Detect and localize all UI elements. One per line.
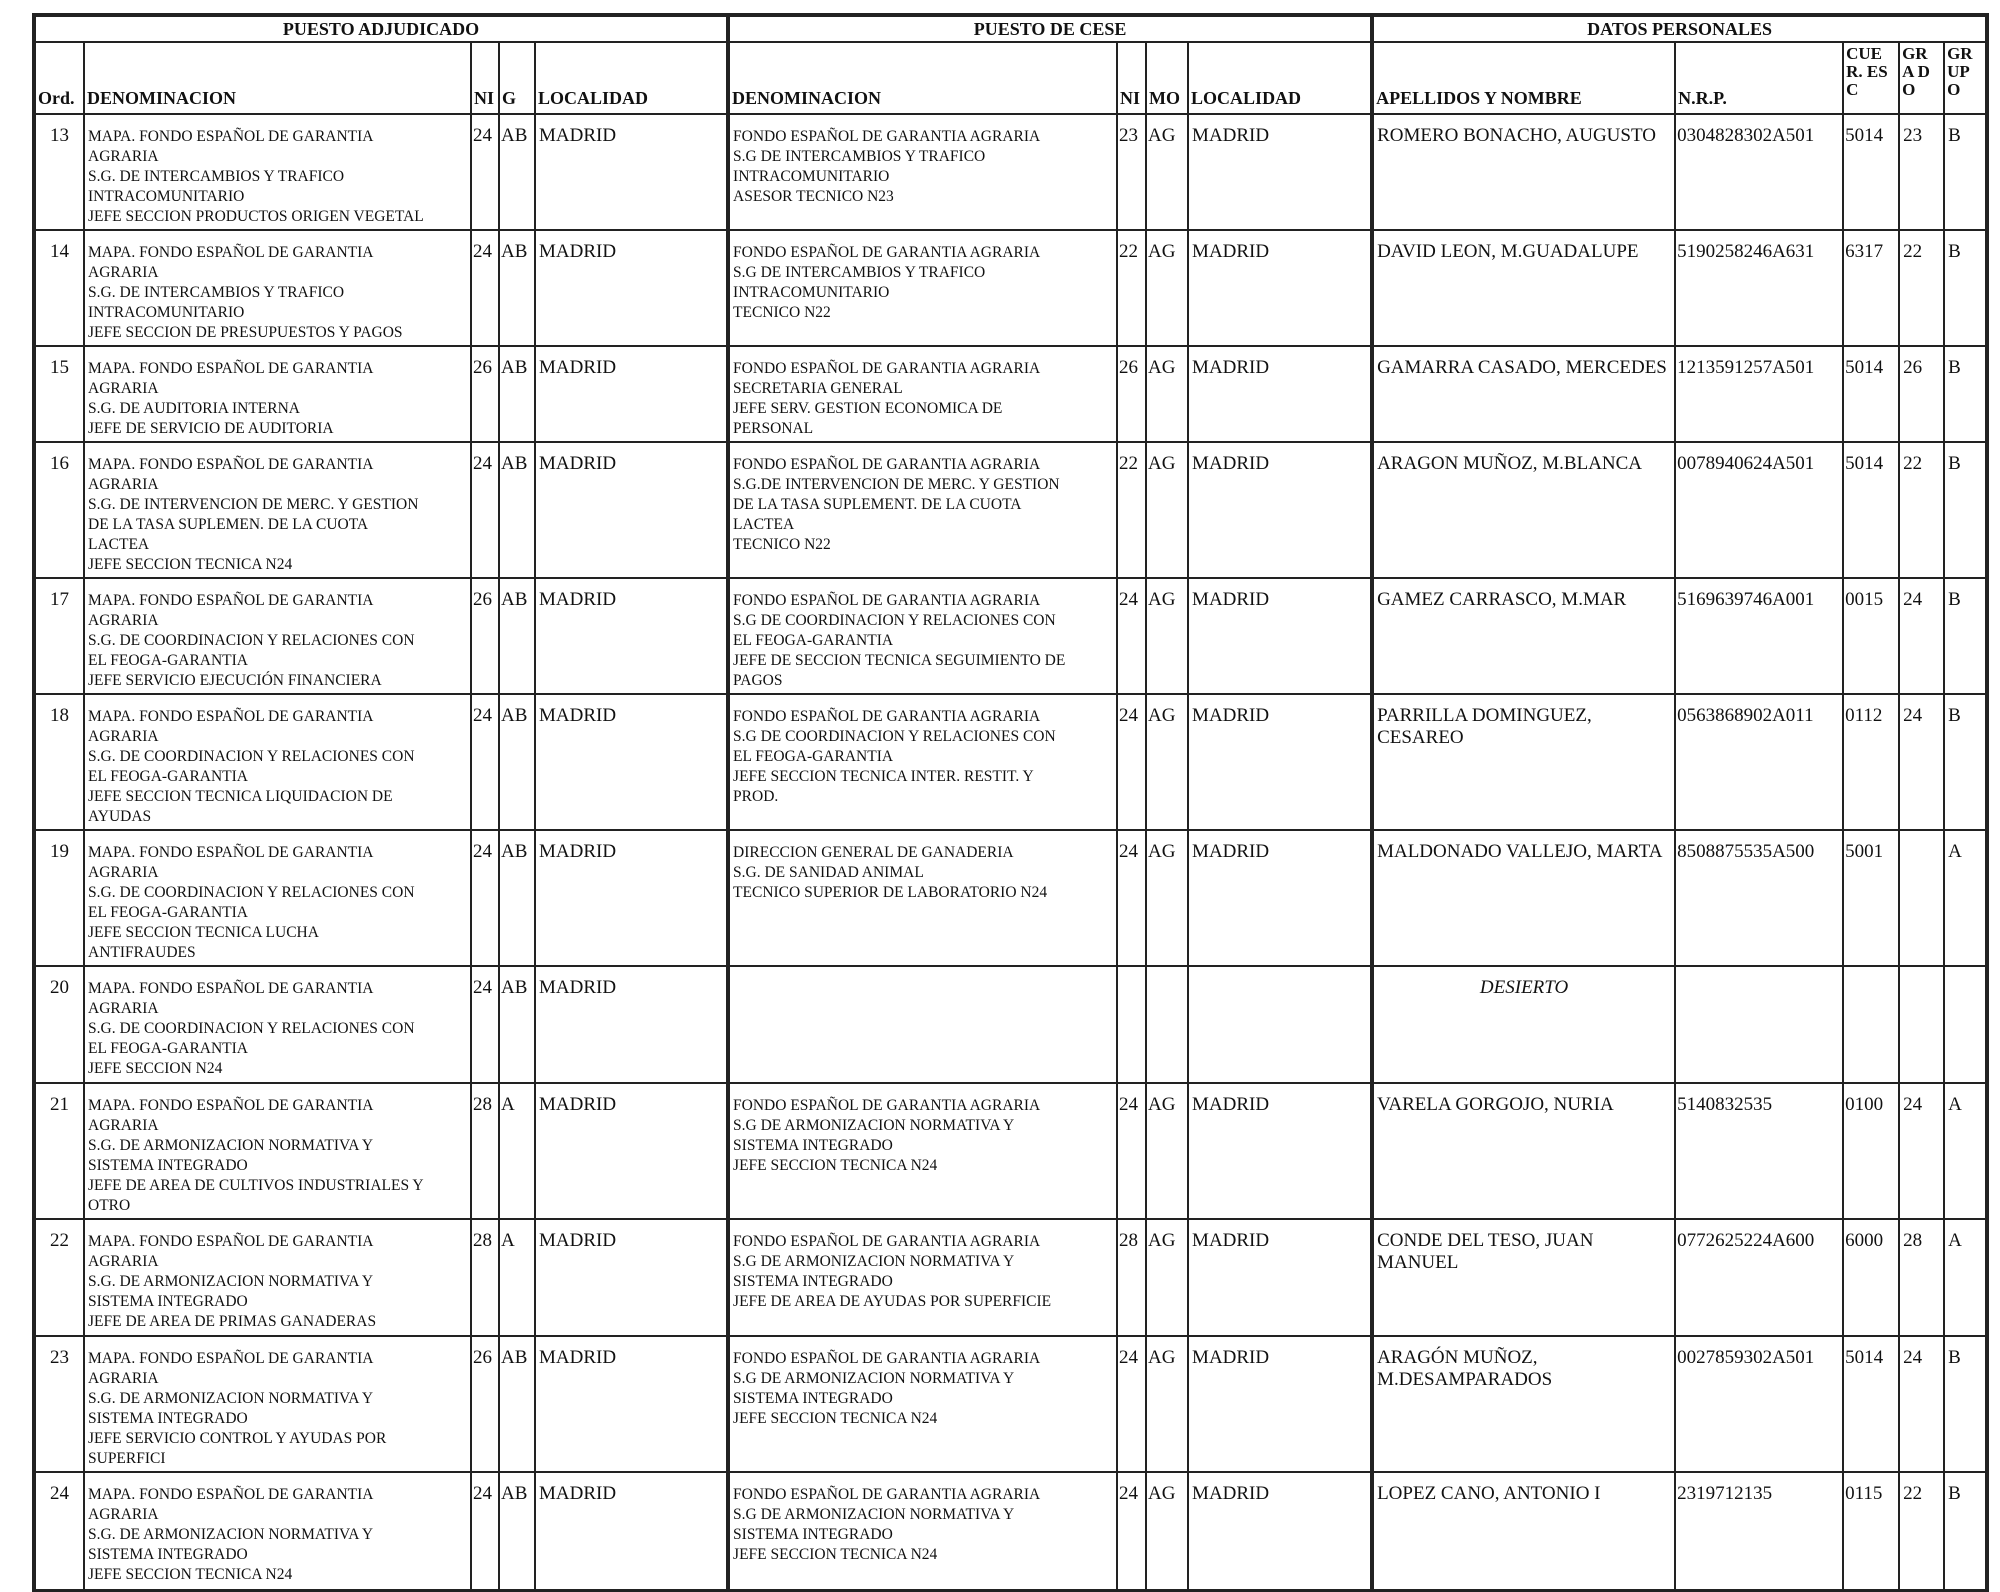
col-adj-localidad: LOCALIDAD	[535, 42, 728, 114]
cell-ord: 14	[34, 230, 84, 346]
cell-nrp	[1675, 966, 1843, 1083]
cell-adj-denominacion: MAPA. FONDO ESPAÑOL DE GARANTIA AGRARIA S.G. DE ARMONIZACION NORMATIVA Y SISTEMA INTEGRADO JEFE SERVICIO CONTROL Y AYUDAS POR SUPERFICI	[84, 1336, 471, 1472]
cell-adj-ni: 26	[471, 1336, 499, 1472]
cell-grupo: A	[1944, 1083, 1987, 1219]
cell-cese-localidad: MADRID	[1188, 1472, 1372, 1590]
cell-cese-localidad	[1188, 966, 1372, 1083]
cell-cese-localidad: MADRID	[1188, 230, 1372, 346]
cell-adj-localidad: MADRID	[535, 1083, 728, 1219]
cell-cese-localidad: MADRID	[1188, 442, 1372, 578]
table-row	[34, 442, 1987, 578]
cell-grado: 24	[1899, 1083, 1944, 1219]
col-cese-ni: NI	[1117, 42, 1146, 114]
table-row	[34, 1083, 1987, 1219]
cell-ord: 17	[34, 578, 84, 694]
cell-adj-ni: 28	[471, 1219, 499, 1336]
group-puesto-adjudicado: PUESTO ADJUDICADO	[34, 15, 728, 42]
cell-cese-localidad: MADRID	[1188, 1336, 1372, 1472]
cell-nrp: 0563868902A011	[1675, 694, 1843, 830]
col-cese-denominacion: DENOMINACION	[728, 42, 1117, 114]
cell-cuerpo: 0100	[1843, 1083, 1899, 1219]
col-grado: GR A DO	[1899, 42, 1944, 114]
cell-nrp: 5190258246A631	[1675, 230, 1843, 346]
cell-apellidos-nombre: DAVID LEON, M.GUADALUPE	[1372, 230, 1675, 346]
cell-adj-g: A	[499, 1083, 535, 1219]
cell-adj-ni: 24	[471, 230, 499, 346]
cell-ord: 22	[34, 1219, 84, 1336]
cell-grupo: B	[1944, 230, 1987, 346]
cell-ord: 15	[34, 346, 84, 442]
cell-adj-localidad: MADRID	[535, 230, 728, 346]
cell-cese-denominacion: FONDO ESPAÑOL DE GARANTIA AGRARIA S.G DE COORDINACION Y RELACIONES CON EL FEOGA-GARANTIA JEFE DE SECCION TECNICA SEGUIMIENTO DE PAGOS	[728, 578, 1117, 694]
cell-cese-localidad: MADRID	[1188, 694, 1372, 830]
group-puesto-de-cese: PUESTO DE CESE	[728, 15, 1372, 42]
col-cese-localidad: LOCALIDAD	[1188, 42, 1372, 114]
cell-cese-localidad: MADRID	[1188, 830, 1372, 966]
group-datos-personales: DATOS PERSONALES	[1372, 15, 1987, 42]
cell-nrp: 0027859302A501	[1675, 1336, 1843, 1472]
cell-cuerpo	[1843, 966, 1899, 1083]
table-row	[34, 694, 1987, 830]
cell-adj-denominacion: MAPA. FONDO ESPAÑOL DE GARANTIA AGRARIA S.G. DE COORDINACION Y RELACIONES CON EL FEOGA-GARANTIA JEFE SECCION TECNICA LUCHA ANTIFRAUDES	[84, 830, 471, 966]
cell-adj-g: AB	[499, 230, 535, 346]
cell-adj-g: AB	[499, 346, 535, 442]
cell-adj-g: AB	[499, 1472, 535, 1590]
table-row	[34, 578, 1987, 694]
cell-grupo: B	[1944, 578, 1987, 694]
cell-cese-localidad: MADRID	[1188, 114, 1372, 230]
cell-cese-denominacion: FONDO ESPAÑOL DE GARANTIA AGRARIA S.G DE ARMONIZACION NORMATIVA Y SISTEMA INTEGRADO JEFE SECCION TECNICA N24	[728, 1083, 1117, 1219]
cell-ord: 18	[34, 694, 84, 830]
cell-nrp: 1213591257A501	[1675, 346, 1843, 442]
cell-adj-denominacion: MAPA. FONDO ESPAÑOL DE GARANTIA AGRARIA S.G. DE INTERVENCION DE MERC. Y GESTION DE LA TASA SUPLEMEN. DE LA CUOTA LACTEA JEFE SECCION TECNICA N24	[84, 442, 471, 578]
cell-cuerpo: 5014	[1843, 442, 1899, 578]
cell-grado: 22	[1899, 442, 1944, 578]
cell-adj-g: AB	[499, 830, 535, 966]
cell-ord: 23	[34, 1336, 84, 1472]
cell-adj-g: AB	[499, 1336, 535, 1472]
col-adj-g: G	[499, 42, 535, 114]
cell-nrp: 0304828302A501	[1675, 114, 1843, 230]
cell-cese-denominacion: FONDO ESPAÑOL DE GARANTIA AGRARIA SECRETARIA GENERAL JEFE SERV. GESTION ECONOMICA DE PERSONAL	[728, 346, 1117, 442]
column-header-row	[34, 42, 1987, 114]
col-nrp: N.R.P.	[1675, 42, 1843, 114]
cell-cese-denominacion: FONDO ESPAÑOL DE GARANTIA AGRARIA S.G DE INTERCAMBIOS Y TRAFICO INTRACOMUNITARIO ASESOR TECNICO N23	[728, 114, 1117, 230]
cell-adj-localidad: MADRID	[535, 1336, 728, 1472]
cell-cese-ni: 24	[1117, 1083, 1146, 1219]
cell-cese-ni: 28	[1117, 1219, 1146, 1336]
cell-cese-localidad: MADRID	[1188, 346, 1372, 442]
cell-apellidos-nombre: LOPEZ CANO, ANTONIO I	[1372, 1472, 1675, 1590]
cell-cese-denominacion: FONDO ESPAÑOL DE GARANTIA AGRARIA S.G.DE INTERVENCION DE MERC. Y GESTION DE LA TASA SUPLEMENT. DE LA CUOTA LACTEA TECNICO N22	[728, 442, 1117, 578]
cell-adj-denominacion: MAPA. FONDO ESPAÑOL DE GARANTIA AGRARIA S.G. DE AUDITORIA INTERNA JEFE DE SERVICIO DE AUDITORIA	[84, 346, 471, 442]
cell-cese-ni: 24	[1117, 1336, 1146, 1472]
cell-cese-denominacion: FONDO ESPAÑOL DE GARANTIA AGRARIA S.G DE ARMONIZACION NORMATIVA Y SISTEMA INTEGRADO JEFE DE AREA DE AYUDAS POR SUPERFICIE	[728, 1219, 1117, 1336]
cell-cuerpo: 5014	[1843, 1336, 1899, 1472]
cell-grado: 24	[1899, 578, 1944, 694]
cell-apellidos-nombre: GAMARRA CASADO, MERCEDES	[1372, 346, 1675, 442]
cell-grupo: A	[1944, 830, 1987, 966]
cell-cese-ni: 23	[1117, 114, 1146, 230]
cell-apellidos-nombre: ROMERO BONACHO, AUGUSTO	[1372, 114, 1675, 230]
cell-adj-g: AB	[499, 966, 535, 1083]
table-row	[34, 1472, 1987, 1590]
cell-nrp: 5140832535	[1675, 1083, 1843, 1219]
cell-adj-ni: 26	[471, 346, 499, 442]
cell-apellidos-nombre: ARAGON MUÑOZ, M.BLANCA	[1372, 442, 1675, 578]
cell-apellidos-nombre: GAMEZ CARRASCO, M.MAR	[1372, 578, 1675, 694]
cell-nrp: 5169639746A001	[1675, 578, 1843, 694]
cell-adj-ni: 28	[471, 1083, 499, 1219]
cell-grupo: B	[1944, 1336, 1987, 1472]
cell-nrp: 2319712135	[1675, 1472, 1843, 1590]
cell-cuerpo: 5014	[1843, 114, 1899, 230]
cell-adj-ni: 24	[471, 830, 499, 966]
col-cuerpo: CUER. ESC	[1843, 42, 1899, 114]
cell-cese-mo: AG	[1146, 230, 1188, 346]
cell-apellidos-nombre: ARAGÓN MUÑOZ, M.DESAMPARADOS	[1372, 1336, 1675, 1472]
cell-grado: 24	[1899, 694, 1944, 830]
cell-adj-g: AB	[499, 114, 535, 230]
cell-cese-denominacion: FONDO ESPAÑOL DE GARANTIA AGRARIA S.G DE COORDINACION Y RELACIONES CON EL FEOGA-GARANTIA JEFE SECCION TECNICA INTER. RESTIT. Y PROD.	[728, 694, 1117, 830]
table-row	[34, 1219, 1987, 1336]
cell-apellidos-nombre: MALDONADO VALLEJO, MARTA	[1372, 830, 1675, 966]
table-row	[34, 1336, 1987, 1472]
col-ord: Ord.	[34, 42, 84, 114]
cell-grupo: B	[1944, 694, 1987, 830]
cell-grupo: B	[1944, 114, 1987, 230]
cell-cuerpo: 6000	[1843, 1219, 1899, 1336]
cell-apellidos-nombre: PARRILLA DOMINGUEZ, CESAREO	[1372, 694, 1675, 830]
cell-adj-denominacion: MAPA. FONDO ESPAÑOL DE GARANTIA AGRARIA S.G. DE COORDINACION Y RELACIONES CON EL FEOGA-GARANTIA JEFE SECCION TECNICA LIQUIDACION DE AYUDAS	[84, 694, 471, 830]
cell-cese-mo	[1146, 966, 1188, 1083]
cell-grado: 22	[1899, 230, 1944, 346]
cell-ord: 20	[34, 966, 84, 1083]
cell-adj-denominacion: MAPA. FONDO ESPAÑOL DE GARANTIA AGRARIA S.G. DE ARMONIZACION NORMATIVA Y SISTEMA INTEGRADO JEFE DE AREA DE PRIMAS GANADERAS	[84, 1219, 471, 1336]
cell-cese-mo: AG	[1146, 1336, 1188, 1472]
cell-adj-denominacion: MAPA. FONDO ESPAÑOL DE GARANTIA AGRARIA S.G. DE INTERCAMBIOS Y TRAFICO INTRACOMUNITARIO JEFE SECCION DE PRESUPUESTOS Y PAGOS	[84, 230, 471, 346]
cell-adj-g: AB	[499, 578, 535, 694]
cell-adj-localidad: MADRID	[535, 346, 728, 442]
cell-grupo: B	[1944, 346, 1987, 442]
cell-adj-denominacion: MAPA. FONDO ESPAÑOL DE GARANTIA AGRARIA S.G. DE COORDINACION Y RELACIONES CON EL FEOGA-GARANTIA JEFE SERVICIO EJECUCIÓN FINANCIERA	[84, 578, 471, 694]
cell-cuerpo: 5001	[1843, 830, 1899, 966]
cell-cese-denominacion: DIRECCION GENERAL DE GANADERIA S.G. DE SANIDAD ANIMAL TECNICO SUPERIOR DE LABORATORIO N24	[728, 830, 1117, 966]
cell-cese-localidad: MADRID	[1188, 578, 1372, 694]
table-row	[34, 966, 1987, 1083]
cell-grado: 22	[1899, 1472, 1944, 1590]
table-row	[34, 114, 1987, 230]
cell-adj-localidad: MADRID	[535, 442, 728, 578]
cell-cese-mo: AG	[1146, 114, 1188, 230]
adjudication-table	[32, 13, 1989, 1592]
cell-nrp: 8508875535A500	[1675, 830, 1843, 966]
cell-cese-ni: 24	[1117, 830, 1146, 966]
cell-cuerpo: 5014	[1843, 346, 1899, 442]
cell-cese-localidad: MADRID	[1188, 1219, 1372, 1336]
cell-adj-g: AB	[499, 442, 535, 578]
cell-apellidos-nombre: VARELA GORGOJO, NURIA	[1372, 1083, 1675, 1219]
cell-cuerpo: 0112	[1843, 694, 1899, 830]
cell-adj-g: AB	[499, 694, 535, 830]
table-row	[34, 830, 1987, 966]
cell-cese-mo: AG	[1146, 1472, 1188, 1590]
cell-grupo: A	[1944, 1219, 1987, 1336]
cell-cese-ni: 26	[1117, 346, 1146, 442]
cell-adj-denominacion: MAPA. FONDO ESPAÑOL DE GARANTIA AGRARIA S.G. DE ARMONIZACION NORMATIVA Y SISTEMA INTEGRADO JEFE DE AREA DE CULTIVOS INDUSTRIALES Y OTRO	[84, 1083, 471, 1219]
cell-cese-denominacion: FONDO ESPAÑOL DE GARANTIA AGRARIA S.G DE INTERCAMBIOS Y TRAFICO INTRACOMUNITARIO TECNICO N22	[728, 230, 1117, 346]
cell-cese-mo: AG	[1146, 346, 1188, 442]
col-adj-ni: NI	[471, 42, 499, 114]
cell-adj-ni: 24	[471, 966, 499, 1083]
cell-grado	[1899, 830, 1944, 966]
cell-cese-localidad: MADRID	[1188, 1083, 1372, 1219]
cell-adj-localidad: MADRID	[535, 1472, 728, 1590]
col-cese-mo: MO	[1146, 42, 1188, 114]
cell-cuerpo: 0115	[1843, 1472, 1899, 1590]
cell-nrp: 0772625224A600	[1675, 1219, 1843, 1336]
cell-cese-ni: 24	[1117, 578, 1146, 694]
cell-cese-mo: AG	[1146, 442, 1188, 578]
cell-cese-denominacion: FONDO ESPAÑOL DE GARANTIA AGRARIA S.G DE ARMONIZACION NORMATIVA Y SISTEMA INTEGRADO JEFE SECCION TECNICA N24	[728, 1336, 1117, 1472]
table-body	[34, 114, 1987, 1590]
cell-grado: 23	[1899, 114, 1944, 230]
col-grupo: GR UP O	[1944, 42, 1987, 114]
cell-adj-localidad: MADRID	[535, 578, 728, 694]
cell-ord: 16	[34, 442, 84, 578]
cell-grupo: B	[1944, 442, 1987, 578]
cell-apellidos-nombre: CONDE DEL TESO, JUAN MANUEL	[1372, 1219, 1675, 1336]
cell-cese-ni: 24	[1117, 694, 1146, 830]
table-row	[34, 346, 1987, 442]
cell-grado: 26	[1899, 346, 1944, 442]
cell-cese-ni: 22	[1117, 230, 1146, 346]
cell-cuerpo: 6317	[1843, 230, 1899, 346]
cell-ord: 24	[34, 1472, 84, 1590]
cell-adj-denominacion: MAPA. FONDO ESPAÑOL DE GARANTIA AGRARIA S.G. DE INTERCAMBIOS Y TRAFICO INTRACOMUNITARIO JEFE SECCION PRODUCTOS ORIGEN VEGETAL	[84, 114, 471, 230]
cell-grupo	[1944, 966, 1987, 1083]
cell-adj-localidad: MADRID	[535, 966, 728, 1083]
cell-grado	[1899, 966, 1944, 1083]
table-row	[34, 230, 1987, 346]
cell-apellidos-nombre: DESIERTO	[1372, 966, 1675, 1083]
cell-cese-denominacion	[728, 966, 1117, 1083]
cell-cese-ni: 24	[1117, 1472, 1146, 1590]
cell-ord: 19	[34, 830, 84, 966]
group-header-row	[34, 15, 1987, 42]
cell-adj-ni: 24	[471, 442, 499, 578]
cell-cese-denominacion: FONDO ESPAÑOL DE GARANTIA AGRARIA S.G DE ARMONIZACION NORMATIVA Y SISTEMA INTEGRADO JEFE SECCION TECNICA N24	[728, 1472, 1117, 1590]
cell-nrp: 0078940624A501	[1675, 442, 1843, 578]
cell-cese-ni: 22	[1117, 442, 1146, 578]
cell-cese-ni	[1117, 966, 1146, 1083]
cell-adj-ni: 24	[471, 114, 499, 230]
cell-grupo: B	[1944, 1472, 1987, 1590]
cell-adj-localidad: MADRID	[535, 114, 728, 230]
cell-adj-ni: 24	[471, 694, 499, 830]
cell-cese-mo: AG	[1146, 830, 1188, 966]
cell-adj-localidad: MADRID	[535, 694, 728, 830]
cell-adj-ni: 24	[471, 1472, 499, 1590]
cell-adj-localidad: MADRID	[535, 1219, 728, 1336]
cell-grado: 28	[1899, 1219, 1944, 1336]
cell-adj-denominacion: MAPA. FONDO ESPAÑOL DE GARANTIA AGRARIA S.G. DE ARMONIZACION NORMATIVA Y SISTEMA INTEGRADO JEFE SECCION TECNICA N24	[84, 1472, 471, 1590]
cell-cese-mo: AG	[1146, 1083, 1188, 1219]
cell-adj-ni: 26	[471, 578, 499, 694]
cell-cuerpo: 0015	[1843, 578, 1899, 694]
cell-ord: 21	[34, 1083, 84, 1219]
cell-cese-mo: AG	[1146, 578, 1188, 694]
cell-adj-denominacion: MAPA. FONDO ESPAÑOL DE GARANTIA AGRARIA S.G. DE COORDINACION Y RELACIONES CON EL FEOGA-GARANTIA JEFE SECCION N24	[84, 966, 471, 1083]
cell-cese-mo: AG	[1146, 694, 1188, 830]
cell-grado: 24	[1899, 1336, 1944, 1472]
cell-cese-mo: AG	[1146, 1219, 1188, 1336]
col-apellidos-nombre: APELLIDOS Y NOMBRE	[1372, 42, 1675, 114]
cell-adj-g: A	[499, 1219, 535, 1336]
col-adj-denominacion: DENOMINACION	[84, 42, 471, 114]
cell-ord: 13	[34, 114, 84, 230]
cell-adj-localidad: MADRID	[535, 830, 728, 966]
